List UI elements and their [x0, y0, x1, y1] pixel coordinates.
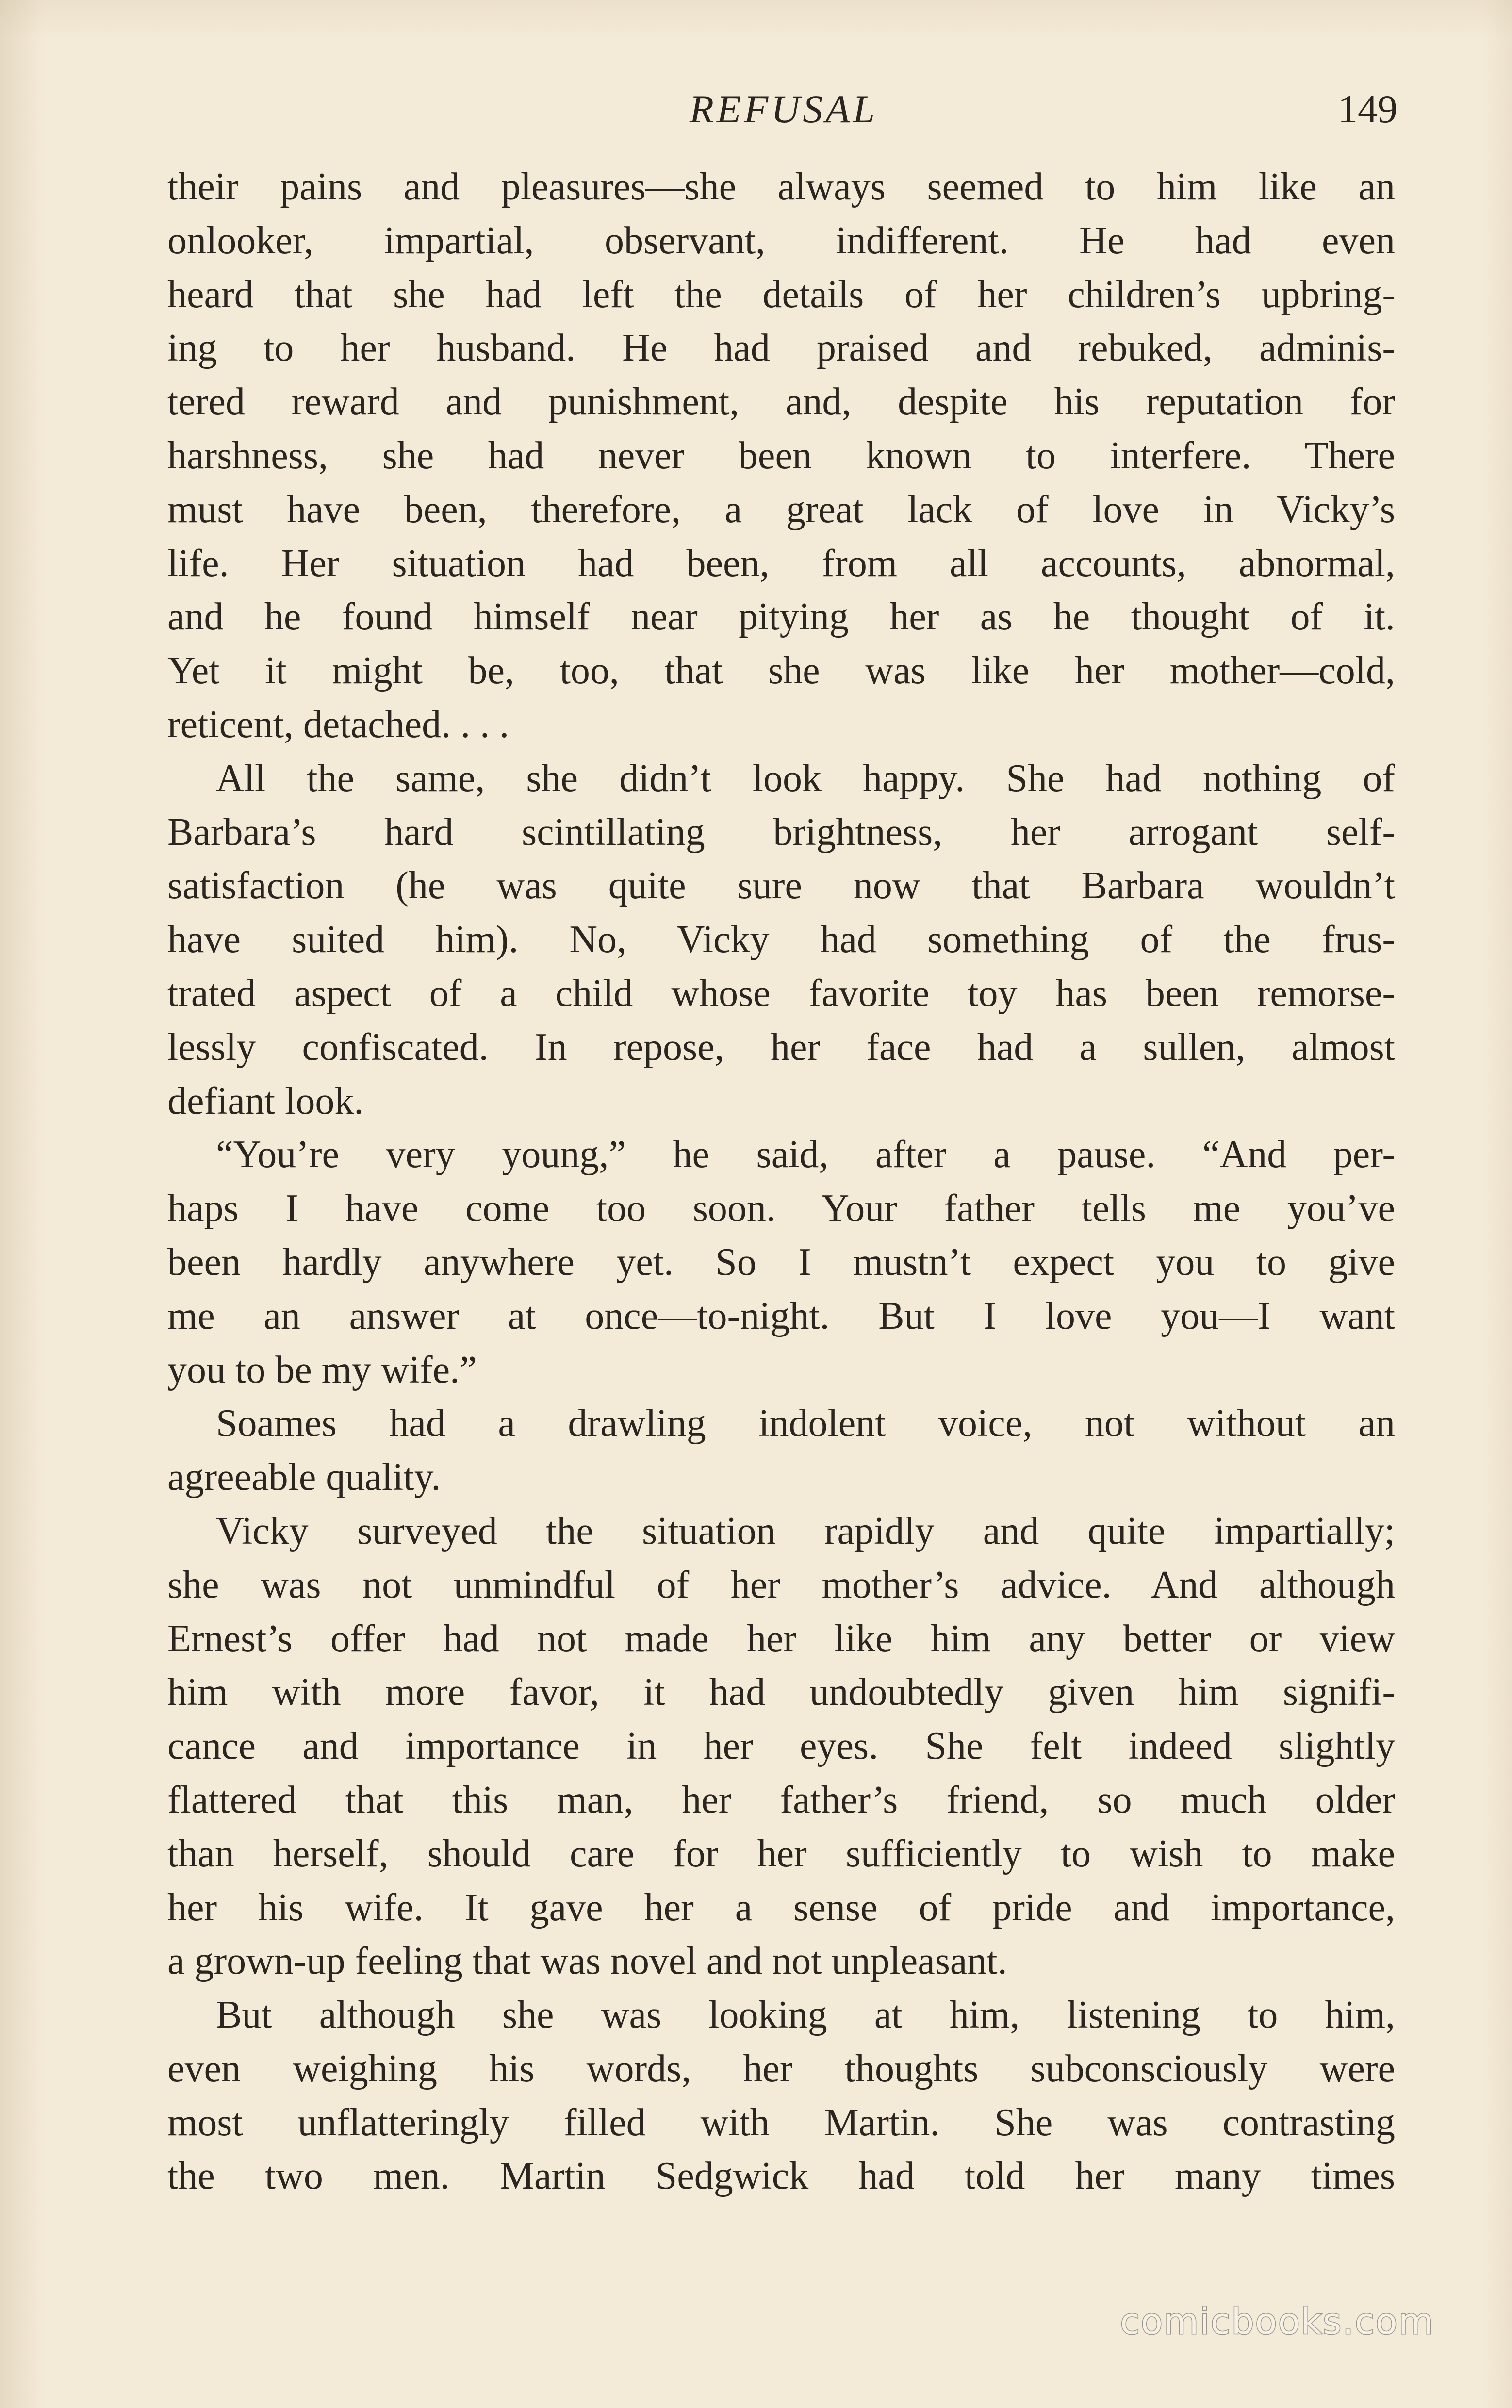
text-line: her his wife. It gave her a sense of pride and importance, — [167, 1886, 1395, 1929]
text-line: cance and importance in her eyes. She felt indeed slightly — [167, 1725, 1395, 1768]
text-line: and he found himself near pitying her as he thought of it. — [167, 595, 1395, 639]
text-line: All the same, she didn’t look happy. She had nothing of — [216, 757, 1395, 800]
text-line: lessly confiscated. In repose, her face had a sullen, almost — [167, 1025, 1395, 1069]
text-line: him with more favor, it had undoubtedly given him signifi- — [167, 1671, 1395, 1714]
text-line: Barbara’s hard scintillating brightness, her arrogant self- — [167, 810, 1395, 854]
text-line: Vicky surveyed the situation rapidly and quite impartially; — [216, 1509, 1395, 1552]
text-line: Yet it might be, too, that she was like her mother—cold, — [167, 649, 1395, 693]
text-line: defiant look. — [167, 1079, 364, 1122]
text-line: their pains and pleasures—she always seemed to him like an — [167, 165, 1395, 208]
text-line: harshness, she had never been known to interfere. There — [167, 434, 1395, 477]
page-header — [170, 82, 1397, 136]
page-number: 149 — [1338, 87, 1397, 131]
text-line: “You’re very young,” he said, after a pause. “And per- — [216, 1133, 1395, 1176]
text-line: agreeable quality. — [167, 1456, 441, 1499]
text-line: life. Her situation had been, from all accounts, abnormal, — [167, 542, 1395, 585]
text-line: me an answer at once—to-night. But I love you—I want — [167, 1294, 1395, 1337]
text-line: a grown-up feeling that was novel and not unpleasant. — [167, 1940, 1007, 1983]
text-line: satisfaction (he was quite sure now that Barbara wouldn’t — [167, 864, 1395, 907]
text-line: onlooker, impartial, observant, indifferent. He had even — [167, 219, 1395, 262]
text-line: ing to her husband. He had praised and rebuked, adminis- — [167, 327, 1395, 370]
text-line: tered reward and punishment, and, despite his reputation for — [167, 380, 1395, 424]
text-line: than herself, should care for her sufficiently to wish to make — [167, 1832, 1395, 1875]
text-line: heard that she had left the details of her children’s upbring- — [167, 273, 1395, 316]
text-line: Ernest’s offer had not made her like him any better or view — [167, 1617, 1395, 1660]
text-line: most unflatteringly filled with Martin. She was contrasting — [167, 2101, 1395, 2144]
text-line: haps I have come too soon. Your father tells me you’ve — [167, 1187, 1395, 1230]
running-head: REFUSAL — [689, 87, 878, 131]
text-line: you to be my wife.” — [167, 1348, 477, 1391]
text-line: But although she was looking at him, listening to him, — [216, 1994, 1395, 2037]
watermark: comicbooks.com — [1120, 2301, 1434, 2342]
body-text — [167, 160, 1395, 2203]
text-line: trated aspect of a child whose favorite toy has been remorse- — [167, 972, 1395, 1015]
text-line: flattered that this man, her father’s friend, so much older — [167, 1778, 1395, 1821]
text-line: even weighing his words, her thoughts subconsciously were — [167, 2047, 1395, 2090]
text-line: have suited him). No, Vicky had something of the frus- — [167, 918, 1395, 961]
text-line: been hardly anywhere yet. So I mustn’t expect you to give — [167, 1240, 1395, 1284]
text-line: must have been, therefore, a great lack of love in Vicky’s — [167, 488, 1395, 531]
text-line: Soames had a drawling indolent voice, not without an — [216, 1402, 1395, 1445]
text-line: the two men. Martin Sedgwick had told her many times — [167, 2155, 1395, 2198]
text-line: reticent, detached. . . . — [167, 703, 509, 746]
text-line: she was not unmindful of her mother’s advice. And although — [167, 1563, 1395, 1606]
